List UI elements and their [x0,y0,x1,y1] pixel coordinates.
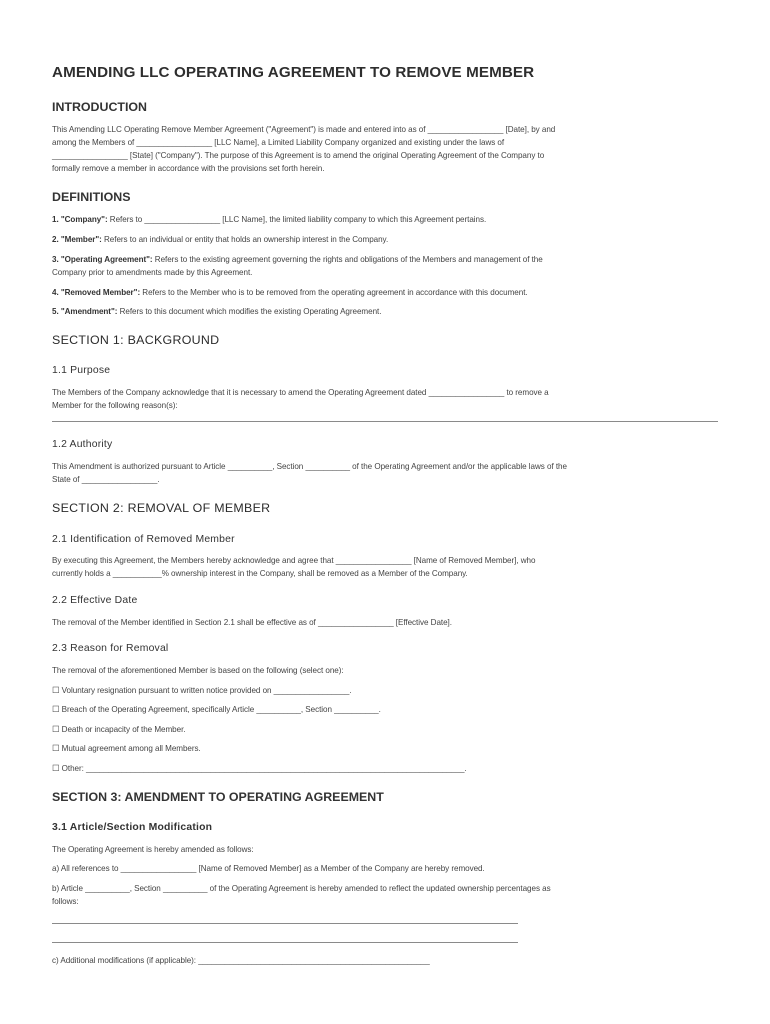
reason-intro [52,664,702,677]
authority-heading: 1.2 Authority [52,439,113,450]
authority-paragraph [52,460,702,486]
reason-option-label: Other: _____________________________________________________________________________________. [61,764,467,773]
introduction-line: _________________ [State] ("Company"). The purpose of this Agreement is to amend the original Operating Agreement of the Company to [52,151,545,160]
definitions-heading: DEFINITIONS [52,190,131,204]
definition-item [52,233,702,246]
effective-date-paragraph [52,616,702,629]
reason-option [52,703,702,716]
reason-option-label: Voluntary resignation pursuant to written notice provided on _________________. [61,686,352,695]
definition-text: Refers to _________________ [LLC Name], the limited liability company to which this Agreement pertains. [107,215,487,224]
modification-b-line: follows: [52,897,79,906]
reason-intro-line: The removal of the aforementioned Member is based on the following (select one): [52,666,344,675]
section2-heading: SECTION 2: REMOVAL OF MEMBER [52,501,271,515]
identification-line: By executing this Agreement, the Members hereby acknowledge and agree that _________________ [Name of Removed Member], who [52,556,536,565]
section3-heading: SECTION 3: AMENDMENT TO OPERATING AGREEMENT [52,790,384,804]
definition-term: 1. "Company": [52,215,108,224]
authority-line: This Amendment is authorized pursuant to Article __________, Section __________ of the Operating Agreement and/or the applicable laws of the [52,462,567,471]
reason-option [52,762,702,775]
modification-heading: 3.1 Article/Section Modification [52,822,213,833]
definition-item [52,213,702,226]
modification-b-line: b) Article __________, Section __________ of the Operating Agreement is hereby amended to reflect the updated ownership percentages as [52,884,551,893]
modification-a-line: a) All references to _________________ [Name of Removed Member] as a Member of the Company are hereby removed. [52,864,485,873]
definition-item [52,253,702,279]
authority-line: State of _________________. [52,475,160,484]
definition-text: Refers to an individual or entity that holds an ownership interest in the Company. [101,235,389,244]
reason-option [52,723,702,736]
checkbox-icon: ☐ [52,763,60,773]
section1-heading: SECTION 1: BACKGROUND [52,333,220,347]
identification-heading: 2.1 Identification of Removed Member [52,534,235,545]
reason-blank-line [52,421,718,422]
effective-date-heading: 2.2 Effective Date [52,595,138,606]
ownership-blank-line [52,923,518,924]
purpose-paragraph [52,386,702,412]
introduction-line: among the Members of _________________ [LLC Name], a Limited Liability Company organized and existing under the laws of [52,138,505,147]
purpose-heading: 1.1 Purpose [52,365,111,376]
checkbox-icon: ☐ [52,685,60,695]
checkbox-icon: ☐ [52,743,60,753]
introduction-heading: INTRODUCTION [52,100,147,114]
introduction-paragraph [52,123,702,175]
modification-b [52,882,702,908]
reason-option [52,684,702,697]
reason-heading: 2.3 Reason for Removal [52,643,169,654]
definition-continuation: Company prior to amendments made by this Agreement. [52,268,253,277]
purpose-line: Member for the following reason(s): [52,401,178,410]
definition-item [52,286,702,299]
identification-paragraph [52,554,702,580]
reason-option-label: Death or incapacity of the Member. [61,725,186,734]
modification-c-line: c) Additional modifications (if applicable): ____________________________________________________ [52,956,430,965]
reason-option-label: Mutual agreement among all Members. [61,744,201,753]
introduction-line: This Amending LLC Operating Remove Member Agreement ("Agreement") is made and entered into as of _________________ [Date], by and [52,125,556,134]
modification-a [52,862,702,875]
introduction-line: formally remove a member in accordance with the provisions set forth herein. [52,164,325,173]
modification-intro [52,843,702,856]
definition-term: 2. "Member": [52,235,102,244]
modification-c [52,954,702,967]
purpose-line: The Members of the Company acknowledge that it is necessary to amend the Operating Agreement dated _________________ to remove a [52,388,549,397]
definition-term: 4. "Removed Member": [52,288,141,297]
reason-option [52,742,702,755]
definition-item [52,305,702,318]
definition-text: Refers to the existing agreement governing the rights and obligations of the Members and management of the [152,255,543,264]
definition-text: Refers to this document which modifies the existing Operating Agreement. [117,307,382,316]
modification-intro-line: The Operating Agreement is hereby amended as follows: [52,845,254,854]
ownership-blank-line [52,942,518,943]
effective-date-line: The removal of the Member identified in Section 2.1 shall be effective as of _________________ [Effective Date]. [52,618,452,627]
identification-line: currently holds a ___________% ownership interest in the Company, shall be removed as a Member of the Company. [52,569,468,578]
definition-term: 3. "Operating Agreement": [52,255,153,264]
definition-text: Refers to the Member who is to be removed from the operating agreement in accordance with this document. [140,288,528,297]
document-title: AMENDING LLC OPERATING AGREEMENT TO REMOVE MEMBER [52,64,535,81]
definition-term: 5. "Amendment": [52,307,118,316]
reason-option-label: Breach of the Operating Agreement, specifically Article __________, Section __________. [61,705,381,714]
checkbox-icon: ☐ [52,724,60,734]
checkbox-icon: ☐ [52,704,60,714]
